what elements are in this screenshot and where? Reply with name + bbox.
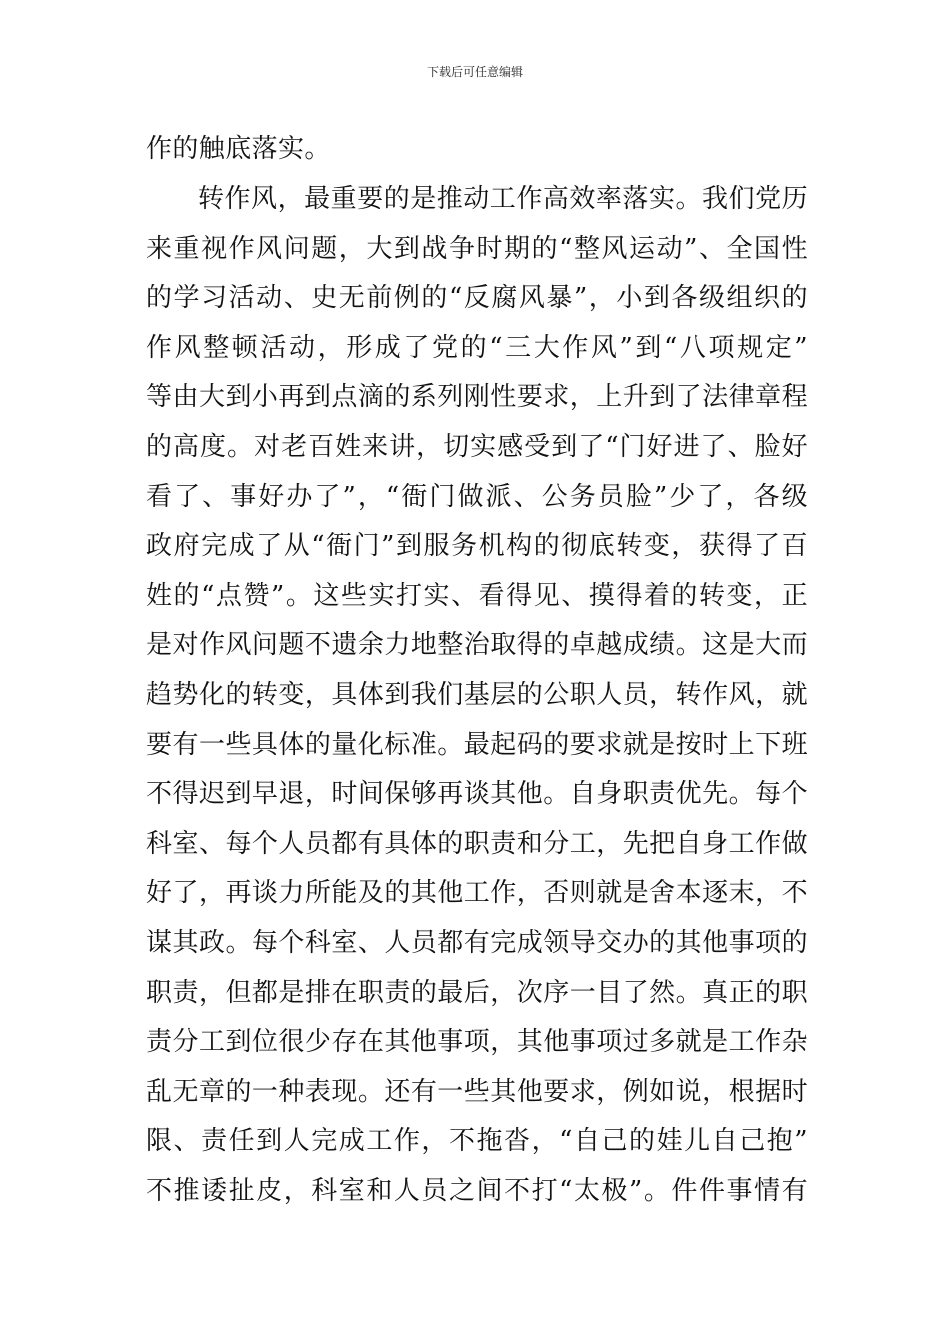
text-line: 谋其政。每个科室、人员都有完成领导交办的其他事项的 bbox=[146, 928, 808, 958]
text-line: 限、责任到人完成工作，不拖沓，“自己的娃儿自己抱” bbox=[146, 1126, 808, 1156]
text-line: 看了、事好办了”，“衙门做派、公务员脸”少了，各级 bbox=[146, 482, 808, 512]
text-line: 要有一些具体的量化标准。最起码的要求就是按时上下班 bbox=[146, 730, 808, 760]
text-line: 来重视作风问题，大到战争时期的“整风运动”、全国性 bbox=[146, 234, 808, 264]
text-line: 好了，再谈力所能及的其他工作，否则就是舍本逐末，不 bbox=[146, 878, 808, 908]
text-line: 乱无章的一种表现。还有一些其他要求，例如说，根据时 bbox=[146, 1077, 808, 1107]
text-line: 趋势化的转变，具体到我们基层的公职人员，转作风，就 bbox=[146, 680, 808, 710]
text-line: 作的触底落实。 bbox=[146, 134, 331, 164]
text-line: 是对作风问题不遗余力地整治取得的卓越成绩。这是大而 bbox=[146, 630, 808, 660]
text-line: 职责，但都是排在职责的最后，次序一目了然。真正的职 bbox=[146, 978, 808, 1008]
text-line: 等由大到小再到点滴的系列刚性要求，上升到了法律章程 bbox=[146, 382, 808, 412]
text-line: 作风整顿活动，形成了党的“三大作风”到“八项规定” bbox=[146, 333, 808, 363]
page-header-note: 下载后可任意编辑 bbox=[426, 65, 523, 79]
text-line: 的高度。对老百姓来讲，切实感受到了“门好进了、脸好 bbox=[146, 432, 808, 462]
text-line: 责分工到位很少存在其他事项，其他事项过多就是工作杂 bbox=[146, 1027, 808, 1057]
text-line: 转作风，最重要的是推动工作高效率落实。我们党历 bbox=[198, 184, 808, 214]
text-line: 不得迟到早退，时间保够再谈其他。自身职责优先。每个 bbox=[146, 779, 808, 809]
text-line: 科室、每个人员都有具体的职责和分工，先把自身工作做 bbox=[146, 829, 808, 859]
text-line: 姓的“点赞”。这些实打实、看得见、摸得着的转变，正 bbox=[146, 581, 808, 611]
text-line: 政府完成了从“衙门”到服务机构的彻底转变，获得了百 bbox=[146, 531, 808, 561]
text-line: 不推诿扯皮，科室和人员之间不打“太极”。件件事情有 bbox=[146, 1176, 808, 1206]
text-line: 的学习活动、史无前例的“反腐风暴”，小到各级组织的 bbox=[146, 283, 808, 313]
